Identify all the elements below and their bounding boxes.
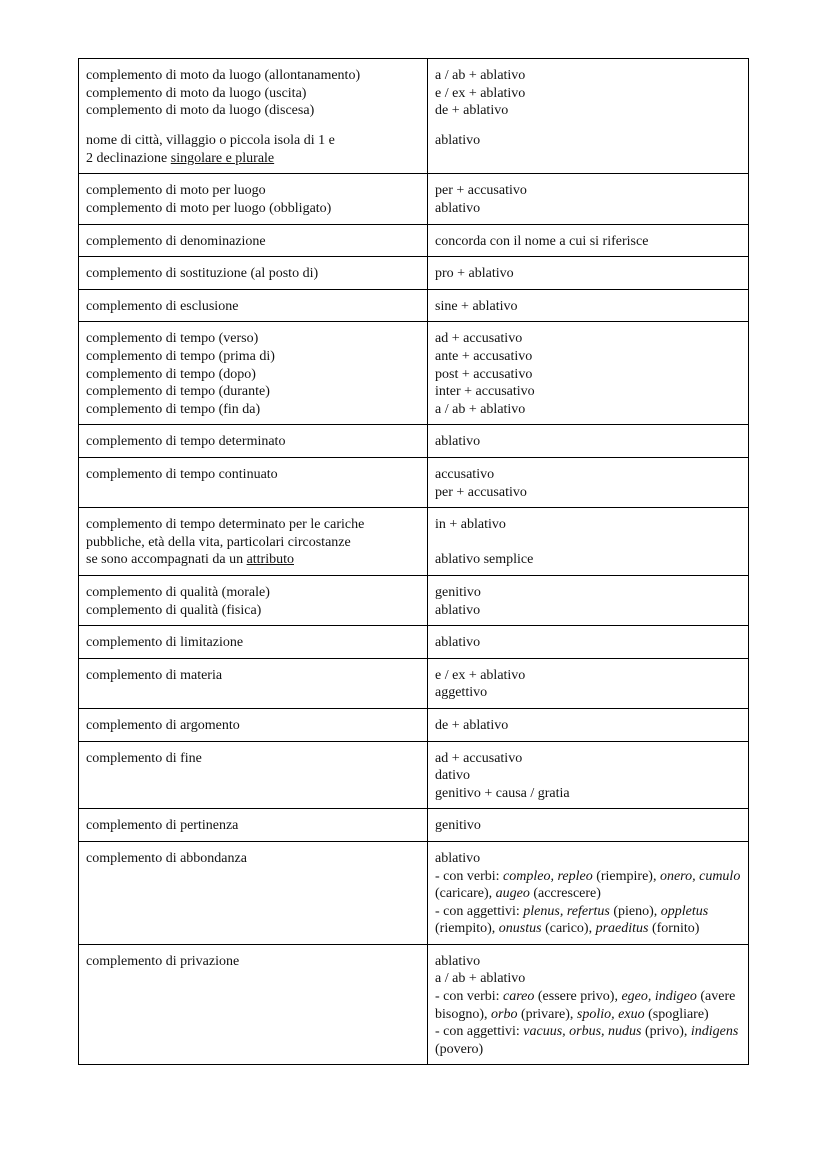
construction-cell	[428, 508, 749, 576]
complement-label	[86, 551, 420, 569]
table-row	[79, 257, 749, 290]
complement-note: nome di città, villaggio o piccola isola di 1 e	[86, 133, 335, 149]
construction-text: aggettivo	[435, 685, 488, 701]
construction-text: de + ablativo	[435, 103, 509, 119]
adjectives-list	[435, 1023, 741, 1058]
note-text: 2 declinazione	[86, 150, 171, 166]
latin-complements-table	[78, 58, 749, 1065]
complement-note	[86, 150, 420, 168]
latin-word: onustus	[498, 921, 542, 937]
table-row	[79, 626, 749, 659]
construction-text: ad + accusativo	[435, 331, 523, 347]
table-row	[79, 224, 749, 257]
construction-cell	[428, 322, 749, 425]
construction-cell	[428, 841, 749, 944]
complement-cell	[79, 508, 428, 576]
complement-label: complemento di qualità (fisica)	[86, 602, 262, 618]
table-row	[79, 741, 749, 809]
complement-cell	[79, 809, 428, 842]
table-row	[79, 658, 749, 708]
gloss: (pieno),	[609, 903, 661, 919]
table-row	[79, 322, 749, 425]
construction-text: concorda con il nome a cui si riferisce	[435, 233, 649, 249]
construction-cell	[428, 575, 749, 625]
construction-cell	[428, 174, 749, 224]
complement-label: complemento di moto da luogo (uscita)	[86, 85, 307, 101]
complement-label: complemento di tempo determinato	[86, 434, 286, 450]
complement-label: complemento di tempo (prima di)	[86, 349, 275, 365]
construction-cell	[428, 59, 749, 174]
construction-cell	[428, 658, 749, 708]
complement-cell	[79, 257, 428, 290]
construction-cell	[428, 809, 749, 842]
latin-word: egeo, indigeo	[621, 989, 697, 1005]
gloss: (riempire),	[592, 868, 660, 884]
construction-text: ablativo	[435, 635, 481, 651]
list-prefix: - con aggettivi:	[435, 1024, 524, 1040]
adjectives-list	[435, 903, 741, 938]
construction-cell	[428, 944, 749, 1065]
table-row	[79, 575, 749, 625]
complement-cell	[79, 289, 428, 322]
complement-cell	[79, 658, 428, 708]
complement-label: complemento di tempo (durante)	[86, 384, 270, 400]
latin-word: praeditus	[595, 921, 649, 937]
construction-cell	[428, 708, 749, 741]
complement-label: complemento di limitazione	[86, 635, 244, 651]
underlined-link[interactable]: attributo	[246, 552, 294, 568]
complement-label: complemento di denominazione	[86, 233, 266, 249]
complement-cell	[79, 425, 428, 458]
latin-word: augeo	[495, 886, 530, 902]
construction-text: post + accusativo	[435, 366, 533, 382]
complement-cell	[79, 841, 428, 944]
construction-text: a / ab + ablativo	[435, 401, 526, 417]
construction-cell	[428, 626, 749, 659]
construction-text: ablativo semplice	[435, 552, 534, 568]
construction-text: ablativo	[435, 953, 481, 969]
construction-text: per + accusativo	[435, 484, 527, 500]
construction-text: de + ablativo	[435, 717, 509, 733]
complement-label: complemento di privazione	[86, 953, 240, 969]
construction-text: per + accusativo	[435, 183, 527, 199]
complement-cell	[79, 224, 428, 257]
construction-text: ad + accusativo	[435, 750, 523, 766]
complement-label: pubbliche, età della vita, particolari circostanze	[86, 534, 351, 550]
gloss: (avere bisogno),	[435, 989, 736, 1022]
construction-text: dativo	[435, 768, 470, 784]
list-prefix: - con verbi:	[435, 989, 504, 1005]
construction-text: ablativo	[435, 850, 481, 866]
construction-spacer	[435, 534, 741, 552]
construction-cell	[428, 289, 749, 322]
gloss: (accrescere)	[529, 886, 601, 902]
gloss: (essere privo),	[534, 989, 622, 1005]
underlined-link[interactable]: singolare e plurale	[170, 150, 275, 166]
complement-label: complemento di esclusione	[86, 298, 239, 314]
complement-cell	[79, 458, 428, 508]
complement-label: complemento di pertinenza	[86, 818, 239, 834]
gloss: (caricare),	[435, 886, 496, 902]
latin-word: compleo, repleo	[503, 868, 593, 884]
complement-label: complemento di moto per luogo (obbligato)	[86, 201, 332, 217]
complement-label: complemento di tempo determinato per le cariche	[86, 517, 365, 533]
construction-cell	[428, 257, 749, 290]
gloss: (fornito)	[648, 921, 700, 937]
table-row	[79, 508, 749, 576]
complement-label: complemento di fine	[86, 750, 202, 766]
complement-label: complemento di tempo continuato	[86, 467, 278, 482]
latin-word: spolio, exuo	[576, 1006, 645, 1022]
table-row	[79, 59, 749, 174]
complement-label: complemento di tempo (fin da)	[86, 401, 261, 417]
construction-text: a / ab + ablativo	[435, 971, 526, 987]
construction-text: ablativo	[435, 201, 481, 217]
latin-word: careo	[503, 989, 535, 1005]
table-row	[79, 174, 749, 224]
complement-label: complemento di argomento	[86, 717, 240, 733]
construction-text: a / ab + ablativo	[435, 68, 526, 83]
complement-cell	[79, 575, 428, 625]
latin-word: orbo	[491, 1006, 518, 1022]
construction-text: ablativo	[435, 133, 481, 149]
complement-cell	[79, 322, 428, 425]
complement-cell	[79, 708, 428, 741]
gloss: (privo),	[641, 1024, 691, 1040]
complement-label: complemento di tempo (verso)	[86, 331, 259, 347]
table-row	[79, 809, 749, 842]
table-row	[79, 944, 749, 1065]
construction-text: e / ex + ablativo	[435, 85, 526, 101]
gloss: (povero)	[435, 1041, 484, 1057]
table-row	[79, 289, 749, 322]
verbs-list	[435, 868, 741, 903]
latin-word: onero, cumulo	[659, 868, 741, 884]
complement-cell	[79, 741, 428, 809]
construction-text: e / ex + ablativo	[435, 667, 526, 683]
construction-text: genitivo	[435, 818, 481, 834]
construction-text: ablativo	[435, 602, 481, 618]
construction-text: in + ablativo	[435, 517, 506, 533]
complement-cell	[79, 944, 428, 1065]
complement-cell	[79, 59, 428, 174]
complement-label: complemento di qualità (morale)	[86, 584, 270, 600]
construction-cell	[428, 458, 749, 508]
complement-cell	[79, 174, 428, 224]
construction-cell	[428, 425, 749, 458]
complement-label: complemento di moto da luogo (discesa)	[86, 103, 315, 119]
construction-cell	[428, 224, 749, 257]
construction-cell	[428, 741, 749, 809]
complement-label: complemento di moto per luogo	[86, 183, 266, 199]
latin-word: plenus, refertus	[523, 903, 610, 919]
construction-text: sine + ablativo	[435, 298, 518, 314]
latin-word: oppletus	[660, 903, 709, 919]
table-row	[79, 458, 749, 508]
construction-text: accusativo	[435, 467, 495, 482]
construction-text: inter + accusativo	[435, 384, 535, 400]
list-prefix: - con verbi:	[435, 868, 504, 884]
table-row	[79, 425, 749, 458]
complement-cell	[79, 626, 428, 659]
table-row	[79, 841, 749, 944]
construction-text: genitivo	[435, 584, 481, 600]
complement-label: complemento di abbondanza	[86, 850, 247, 866]
label-text: se sono accompagnati da un	[86, 552, 247, 568]
complement-label: complemento di moto da luogo (allontanamento)	[86, 68, 361, 83]
complement-label: complemento di tempo (dopo)	[86, 366, 256, 382]
complement-label: complemento di sostituzione (al posto di)	[86, 266, 319, 282]
complement-label: complemento di materia	[86, 667, 223, 683]
gloss: (spogliare)	[644, 1006, 709, 1022]
gloss: (riempito),	[435, 921, 499, 937]
table-row	[79, 708, 749, 741]
construction-text: ante + accusativo	[435, 349, 533, 365]
construction-text: ablativo	[435, 434, 481, 450]
construction-text: pro + ablativo	[435, 266, 514, 282]
list-prefix: - con aggettivi:	[435, 903, 524, 919]
verbs-list	[435, 988, 741, 1023]
gloss: (privare),	[517, 1006, 577, 1022]
construction-text: genitivo + causa / gratia	[435, 785, 570, 801]
latin-word: vacuus, orbus, nudus	[523, 1024, 642, 1040]
latin-word: indigens	[690, 1024, 739, 1040]
gloss: (carico),	[541, 921, 596, 937]
